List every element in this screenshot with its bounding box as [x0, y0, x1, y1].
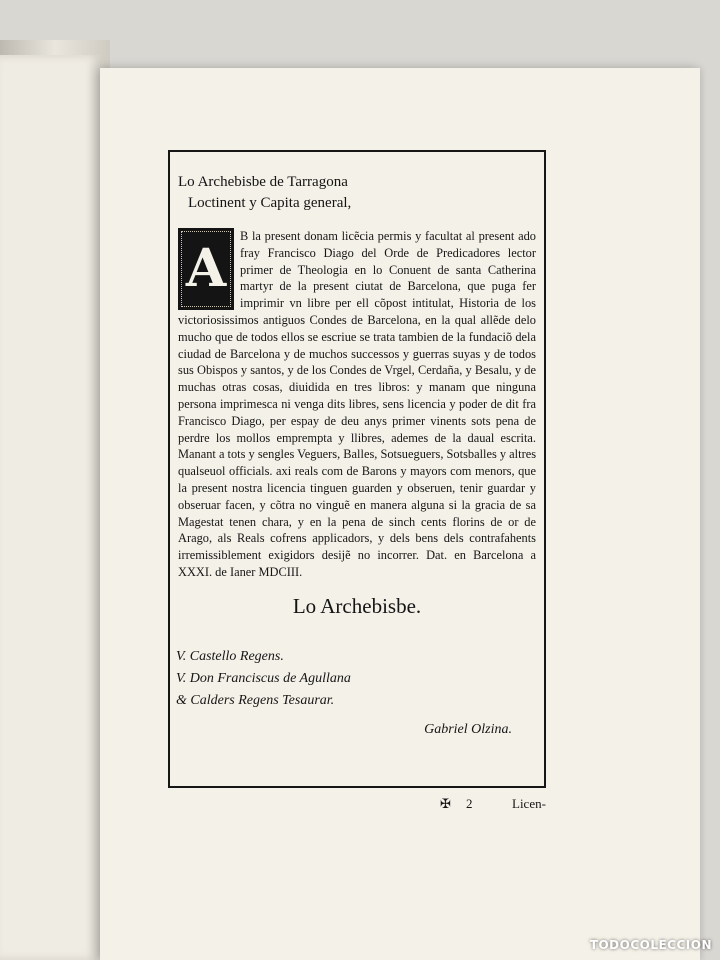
watermark: TODOCOLECCION — [589, 938, 712, 952]
secretary-signature: Gabriel Olzina. — [424, 722, 512, 737]
underlying-page — [0, 55, 100, 960]
initial-letter: A — [185, 237, 227, 299]
license-text: B la present donam licẽcia permis y facultat al present ado fray Francisco Diago del Orde de Predicadores lector primer de Theologia en lo Conuent de santa Catherina martyr de la present ciutat de Barcelona, que puga fer imprimir vn libre per ell cõpost intitulat, Historia de los victoriosissimos antiguos Condes de Barcelona, en la qual allẽde delo mucho que de todos ellos se escriue se trata tambien de la fundaciõ dela ciudad de Barcelona y de muchos successos y guerras suyas y de todos sus Obispos y santos, y de los Condes de Vrgel, Cerdaña, y Besalu, y de muchas otras cosas, diuidida en tres libros: y manam que ninguna persona imprimesca ni venga dits libres, sens licencia y poder de dit fra Francisco Diago, per espay de deu anys primer vinents sots pena de perdre los mollos emprempta y llibres, ademes de la daual escrita. Manant a tots y sengles Veguers, Balles, Sotsueguers, Sotsballes y altres qualseuol officials. axi reals com de Barons y mayors com menors, que la present nostra licencia tinguen guarden y obseruen, tenir guardar y obseruar facen, y cõtra no vinguẽ en manera alguna si la gracia de sa Magestat tenen chara, y en la pena de sinch cents florins de or de Arago, als Reals cofrens applicadors, y dels bens dels contrafahents irremissiblement exigidors desijẽ no incorrer. Dat. en Barcelona a XXXI. de Ianer MDCIII. — [178, 229, 537, 579]
officials-block — [176, 646, 351, 712]
page-number: 2 — [466, 796, 473, 811]
frame-bottom-rule — [168, 786, 546, 788]
heading — [178, 172, 536, 214]
heading-line-2: Loctinent y Capita general, — [188, 195, 352, 211]
catchword: Licen- — [512, 796, 546, 811]
archbishop-signature: Lo Archebisbe. — [292, 594, 422, 618]
heading-line-1: Lo Archebisbe de Tarragona — [178, 174, 348, 190]
text-frame — [168, 150, 546, 786]
book-page — [100, 68, 700, 960]
official-line-1: V. Castello Regens. — [176, 649, 284, 664]
official-line-2: V. Don Franciscus de Agullana — [176, 671, 351, 686]
license-body — [178, 228, 536, 581]
decorated-initial-letter — [178, 228, 234, 310]
official-line-3: & Calders Regens Tesaurar. — [176, 693, 335, 708]
cross-mark-icon: ✠ — [440, 796, 451, 811]
